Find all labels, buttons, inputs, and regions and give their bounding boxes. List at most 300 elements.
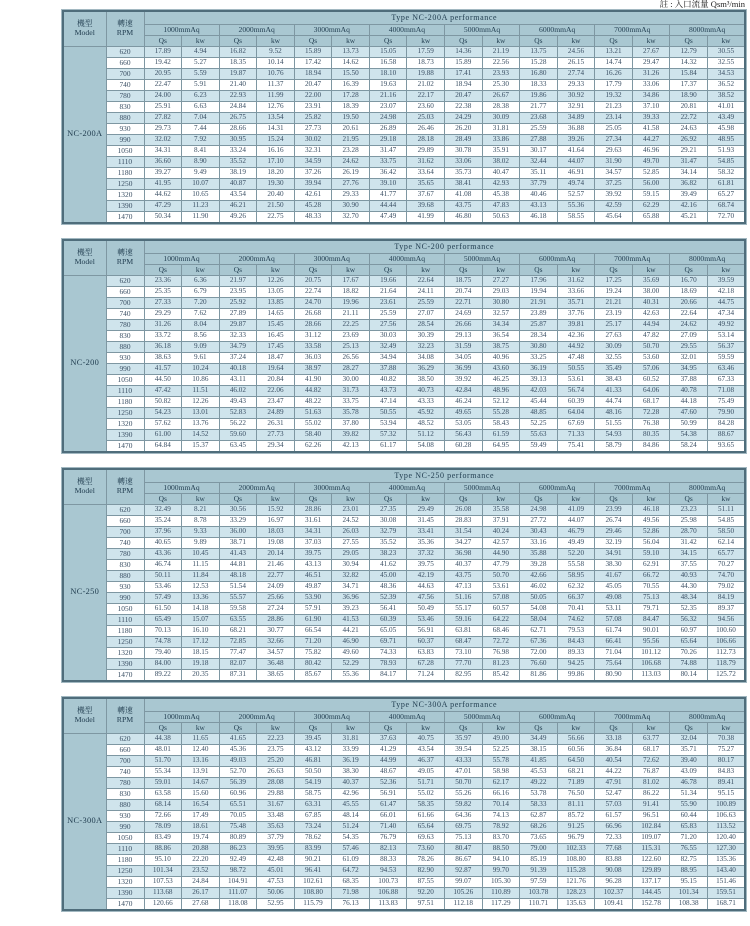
value-cell: 71.24: [407, 670, 445, 682]
value-cell: 16.82: [219, 47, 257, 58]
rpm-cell: 740: [106, 309, 144, 320]
rpm-cell: 1050: [106, 833, 144, 844]
value-cell: 37.10: [632, 102, 670, 113]
value-cell: 106.88: [369, 888, 407, 899]
value-cell: 49.87: [294, 582, 332, 593]
value-cell: 50.70: [445, 778, 483, 789]
value-cell: 40.65: [144, 538, 182, 549]
value-cell: 46.74: [144, 560, 182, 571]
value-cell: 37.55: [670, 560, 708, 571]
value-cell: 43.54: [219, 190, 257, 201]
value-cell: 10.86: [182, 375, 220, 386]
value-cell: 44.30: [670, 582, 708, 593]
rpm-header-en: RPM: [116, 28, 134, 37]
value-cell: 23.75: [257, 745, 295, 756]
value-cell: 42.57: [482, 538, 520, 549]
rpm-cell: 780: [106, 549, 144, 560]
value-cell: 44.18: [670, 397, 708, 408]
rpm-header-zh: 轉速: [117, 706, 133, 716]
value-cell: 40.46: [520, 190, 558, 201]
value-cell: 29.34: [257, 441, 295, 453]
unit-header: Qs: [670, 723, 708, 734]
rpm-cell: 1180: [106, 168, 144, 179]
value-cell: 118.08: [219, 899, 257, 911]
value-cell: 39.26: [557, 135, 595, 146]
value-cell: 45.38: [482, 190, 520, 201]
value-cell: 39.75: [407, 560, 445, 571]
value-cell: 13.75: [520, 47, 558, 58]
value-cell: 17.25: [595, 276, 633, 287]
value-cell: 52.12: [482, 397, 520, 408]
value-cell: 15.24: [257, 135, 295, 146]
value-cell: 24.84: [219, 102, 257, 113]
table-row: [63, 58, 745, 69]
model-header-en: Model: [74, 257, 95, 266]
value-cell: 26.63: [257, 767, 295, 778]
value-cell: 49.60: [332, 648, 370, 659]
value-cell: 65.27: [707, 190, 745, 201]
value-cell: 72.66: [144, 811, 182, 822]
value-cell: 75.13: [632, 593, 670, 604]
value-cell: 42.96: [332, 789, 370, 800]
unit-header: Qs: [294, 494, 332, 505]
value-cell: 35.24: [144, 516, 182, 527]
value-cell: 34.31: [294, 527, 332, 538]
pressure-header: 2000mmAq: [219, 25, 294, 36]
value-cell: 47.48: [557, 353, 595, 364]
value-cell: 36.19: [332, 756, 370, 767]
value-cell: 77.47: [219, 648, 257, 659]
pressure-header: 3000mmAq: [294, 712, 369, 723]
value-cell: 7.44: [182, 124, 220, 135]
model-column-header: [63, 698, 106, 734]
table-row: [63, 505, 745, 516]
rpm-cell: 620: [106, 734, 144, 745]
value-cell: 58.04: [520, 615, 558, 626]
value-cell: 25.03: [407, 113, 445, 124]
value-cell: 34.08: [407, 353, 445, 364]
value-cell: 11.90: [182, 212, 220, 224]
value-cell: 30.95: [219, 135, 257, 146]
value-cell: 33.75: [369, 157, 407, 168]
value-cell: 43.73: [369, 386, 407, 397]
value-cell: 22.00: [294, 91, 332, 102]
value-cell: 20.84: [257, 375, 295, 386]
value-cell: 110.71: [520, 899, 558, 911]
value-cell: 35.71: [557, 298, 595, 309]
value-cell: 73.24: [294, 822, 332, 833]
value-cell: 59.58: [219, 604, 257, 615]
value-cell: 43.12: [294, 745, 332, 756]
value-cell: 27.33: [144, 298, 182, 309]
value-cell: 71.20: [670, 833, 708, 844]
value-cell: 80.47: [445, 844, 483, 855]
value-cell: 28.70: [670, 527, 708, 538]
table-title: Type NC-200 performance: [144, 240, 745, 254]
value-cell: 33.16: [520, 538, 558, 549]
table-row: [63, 637, 745, 648]
value-cell: 34.71: [332, 582, 370, 593]
value-cell: 68.17: [632, 397, 670, 408]
table-row: [63, 855, 745, 866]
value-cell: 80.17: [707, 756, 745, 767]
table-row: [63, 549, 745, 560]
value-cell: 58.35: [407, 800, 445, 811]
value-cell: 26.67: [482, 91, 520, 102]
value-cell: 14.62: [332, 58, 370, 69]
value-cell: 16.16: [257, 146, 295, 157]
value-cell: 48.22: [294, 397, 332, 408]
value-cell: 37.03: [294, 538, 332, 549]
value-cell: 50.70: [632, 342, 670, 353]
value-cell: 52.86: [632, 527, 670, 538]
value-cell: 78.26: [407, 855, 445, 866]
pressure-header: 5000mmAq: [445, 712, 520, 723]
value-cell: 19.74: [182, 833, 220, 844]
value-cell: 14.36: [445, 47, 483, 58]
value-cell: 97.59: [520, 877, 558, 888]
value-cell: 87.55: [407, 877, 445, 888]
value-cell: 72.70: [707, 212, 745, 224]
header-row: [63, 698, 745, 712]
value-cell: 96.28: [595, 877, 633, 888]
value-cell: 94.53: [369, 866, 407, 877]
value-cell: 21.50: [257, 201, 295, 212]
value-cell: 32.66: [257, 637, 295, 648]
value-cell: 22.25: [332, 320, 370, 331]
value-cell: 53.11: [595, 604, 633, 615]
value-cell: 36.82: [670, 179, 708, 190]
value-cell: 32.04: [670, 734, 708, 745]
value-cell: 22.06: [257, 386, 295, 397]
value-cell: 49.26: [219, 212, 257, 224]
value-cell: 159.51: [707, 888, 745, 899]
value-cell: 20.66: [670, 298, 708, 309]
value-cell: 66.01: [369, 811, 407, 822]
value-cell: 25.59: [520, 124, 558, 135]
value-cell: 37.79: [520, 179, 558, 190]
value-cell: 48.14: [332, 811, 370, 822]
value-cell: 35.65: [407, 179, 445, 190]
value-cell: 56.43: [445, 430, 483, 441]
unit-header: kw: [332, 494, 370, 505]
value-cell: 15.84: [670, 69, 708, 80]
value-cell: 52.20: [557, 549, 595, 560]
value-cell: 31.59: [445, 342, 483, 353]
value-cell: 37.32: [407, 549, 445, 560]
value-cell: 42.66: [520, 571, 558, 582]
rpm-cell: 1250: [106, 408, 144, 419]
value-cell: 71.89: [557, 778, 595, 789]
value-cell: 34.79: [219, 342, 257, 353]
value-cell: 47.91: [595, 778, 633, 789]
value-cell: 58.79: [595, 441, 633, 453]
value-cell: 168.71: [707, 899, 745, 911]
rpm-cell: 620: [106, 505, 144, 516]
model-name-cell: NC-200: [63, 276, 106, 453]
rpm-cell: 1110: [106, 157, 144, 168]
value-cell: 38.71: [219, 538, 257, 549]
value-cell: 65.51: [219, 800, 257, 811]
value-cell: 40.96: [482, 353, 520, 364]
value-cell: 58.98: [482, 767, 520, 778]
value-cell: 14.65: [257, 309, 295, 320]
value-cell: 40.18: [219, 364, 257, 375]
value-cell: 30.90: [332, 201, 370, 212]
value-cell: 52.35: [670, 604, 708, 615]
value-cell: 61.50: [144, 604, 182, 615]
value-cell: 70.26: [670, 648, 708, 659]
value-cell: 56.04: [632, 538, 670, 549]
pressure-header: 5000mmAq: [445, 483, 520, 494]
rpm-cell: 1390: [106, 201, 144, 212]
value-cell: 21.40: [219, 80, 257, 91]
value-cell: 84.83: [707, 767, 745, 778]
value-cell: 39.27: [144, 168, 182, 179]
value-cell: 68.17: [632, 745, 670, 756]
value-cell: 82.95: [445, 670, 483, 682]
value-cell: 51.24: [332, 822, 370, 833]
value-cell: 24.11: [407, 287, 445, 298]
rpm-cell: 1180: [106, 626, 144, 637]
rpm-column-header: [106, 240, 144, 276]
value-cell: 26.68: [294, 309, 332, 320]
value-cell: 27.55: [332, 538, 370, 549]
value-cell: 27.88: [520, 135, 558, 146]
value-cell: 71.40: [369, 822, 407, 833]
value-cell: 15.89: [445, 58, 483, 69]
value-cell: 71.20: [294, 637, 332, 648]
value-cell: 29.03: [482, 287, 520, 298]
table-row: [63, 593, 745, 604]
value-cell: 21.77: [520, 102, 558, 113]
value-cell: 46.02: [520, 582, 558, 593]
unit-header: kw: [332, 265, 370, 276]
value-cell: 40.37: [332, 778, 370, 789]
value-cell: 45.92: [407, 408, 445, 419]
value-cell: 89.33: [557, 648, 595, 659]
value-cell: 47.60: [670, 408, 708, 419]
value-cell: 55.36: [557, 201, 595, 212]
value-cell: 28.54: [407, 320, 445, 331]
table-row: [63, 582, 745, 593]
table-row: [63, 822, 745, 833]
value-cell: 24.89: [257, 408, 295, 419]
value-cell: 45.28: [294, 201, 332, 212]
value-cell: 66.96: [595, 822, 633, 833]
value-cell: 17.89: [144, 47, 182, 58]
value-cell: 51.71: [407, 778, 445, 789]
unit-header: Qs: [369, 265, 407, 276]
value-cell: 72.00: [520, 648, 558, 659]
value-cell: 95.10: [144, 855, 182, 866]
rpm-cell: 1180: [106, 855, 144, 866]
value-cell: 36.60: [144, 157, 182, 168]
value-cell: 16.80: [520, 69, 558, 80]
table-row: [63, 375, 745, 386]
value-cell: 40.31: [632, 298, 670, 309]
value-cell: 72.85: [219, 637, 257, 648]
value-cell: 65.77: [707, 549, 745, 560]
value-cell: 127.30: [707, 844, 745, 855]
value-cell: 86.67: [445, 855, 483, 866]
value-cell: 13.85: [257, 298, 295, 309]
value-cell: 91.25: [557, 822, 595, 833]
value-cell: 68.21: [219, 626, 257, 637]
value-cell: 18.33: [520, 80, 558, 91]
value-cell: 30.09: [595, 342, 633, 353]
value-cell: 58.95: [557, 571, 595, 582]
value-cell: 46.91: [557, 168, 595, 179]
value-cell: 71.08: [707, 386, 745, 397]
value-cell: 26.92: [670, 135, 708, 146]
value-cell: 75.49: [707, 397, 745, 408]
value-cell: 11.65: [182, 734, 220, 745]
value-cell: 95.56: [632, 637, 670, 648]
value-cell: 108.38: [670, 899, 708, 911]
value-cell: 13.76: [182, 419, 220, 430]
value-cell: 56.00: [632, 179, 670, 190]
table-row: [63, 201, 745, 212]
value-cell: 42.63: [632, 309, 670, 320]
value-cell: 56.41: [369, 604, 407, 615]
value-cell: 26.08: [445, 505, 483, 516]
value-cell: 19.42: [144, 58, 182, 69]
pressure-header: 3000mmAq: [294, 25, 369, 36]
value-cell: 48.34: [670, 593, 708, 604]
value-cell: 55.02: [407, 789, 445, 800]
rpm-cell: 700: [106, 756, 144, 767]
pressure-header: 4000mmAq: [369, 254, 444, 265]
value-cell: 28.86: [257, 615, 295, 626]
table-row: [63, 364, 745, 375]
value-cell: 52.85: [632, 168, 670, 179]
value-cell: 18.35: [219, 58, 257, 69]
value-cell: 89.41: [707, 778, 745, 789]
value-cell: 32.55: [595, 353, 633, 364]
header-row: [63, 11, 745, 25]
value-cell: 31.26: [144, 320, 182, 331]
table-row: [63, 146, 745, 157]
unit-header: Qs: [369, 36, 407, 47]
value-cell: 27.07: [407, 309, 445, 320]
value-cell: 80.42: [294, 659, 332, 670]
value-cell: 16.39: [332, 80, 370, 91]
value-cell: 31.62: [407, 157, 445, 168]
value-cell: 59.01: [144, 778, 182, 789]
value-cell: 31.47: [670, 157, 708, 168]
pressure-header-row: [63, 254, 745, 265]
value-cell: 56.66: [557, 734, 595, 745]
rpm-cell: 830: [106, 331, 144, 342]
value-cell: 39.28: [520, 560, 558, 571]
value-cell: 36.96: [332, 593, 370, 604]
value-cell: 105.30: [482, 877, 520, 888]
value-cell: 25.87: [520, 320, 558, 331]
value-cell: 9.89: [182, 538, 220, 549]
value-cell: 35.49: [595, 364, 633, 375]
value-cell: 39.10: [369, 179, 407, 190]
value-cell: 38.43: [595, 375, 633, 386]
value-cell: 8.78: [182, 516, 220, 527]
value-cell: 45.01: [257, 866, 295, 877]
value-cell: 14.67: [182, 778, 220, 789]
unit-header-row: [63, 494, 745, 505]
rpm-cell: 990: [106, 364, 144, 375]
value-cell: 17.79: [595, 80, 633, 91]
value-cell: 49.05: [407, 767, 445, 778]
value-cell: 5.59: [182, 69, 220, 80]
unit-header: Qs: [294, 265, 332, 276]
value-cell: 12.40: [182, 745, 220, 756]
pressure-header: 4000mmAq: [369, 483, 444, 494]
pressure-header: 8000mmAq: [670, 25, 745, 36]
value-cell: 20.88: [182, 844, 220, 855]
value-cell: 58.55: [557, 212, 595, 224]
table-row: [63, 767, 745, 778]
value-cell: 39.45: [294, 734, 332, 745]
value-cell: 85.42: [482, 670, 520, 682]
value-cell: 33.72: [144, 331, 182, 342]
value-cell: 19.88: [407, 69, 445, 80]
unit-header-row: [63, 36, 745, 47]
pressure-header: 6000mmAq: [520, 483, 595, 494]
model-name-cell: NC-200A: [63, 47, 106, 224]
value-cell: 58.32: [707, 168, 745, 179]
value-cell: 35.52: [219, 157, 257, 168]
value-cell: 76.60: [520, 659, 558, 670]
value-cell: 43.13: [520, 201, 558, 212]
value-cell: 53.61: [557, 375, 595, 386]
value-cell: 19.24: [595, 287, 633, 298]
value-cell: 44.92: [557, 342, 595, 353]
value-cell: 48.52: [407, 419, 445, 430]
value-cell: 32.57: [482, 309, 520, 320]
value-cell: 101.34: [670, 888, 708, 899]
value-cell: 59.15: [632, 190, 670, 201]
value-cell: 87.31: [219, 670, 257, 682]
unit-header: Qs: [670, 494, 708, 505]
value-cell: 49.22: [520, 778, 558, 789]
value-cell: 61.81: [707, 179, 745, 190]
value-cell: 25.30: [482, 80, 520, 91]
value-cell: 23.47: [257, 397, 295, 408]
rpm-cell: 1180: [106, 397, 144, 408]
value-cell: 19.64: [257, 364, 295, 375]
value-cell: 106.66: [707, 637, 745, 648]
value-cell: 93.65: [707, 441, 745, 453]
pressure-header-row: [63, 25, 745, 36]
unit-header: kw: [482, 723, 520, 734]
value-cell: 19.86: [520, 91, 558, 102]
unit-header: Qs: [219, 723, 257, 734]
value-cell: 9.09: [182, 342, 220, 353]
value-cell: 32.44: [520, 157, 558, 168]
value-cell: 35.97: [445, 734, 483, 745]
value-cell: 24.00: [144, 91, 182, 102]
model-name-cell: NC-300A: [63, 734, 106, 911]
value-cell: 11.23: [182, 201, 220, 212]
unit-header: kw: [407, 494, 445, 505]
value-cell: 32.02: [144, 135, 182, 146]
value-cell: 33.75: [332, 397, 370, 408]
value-cell: 36.19: [520, 364, 558, 375]
table-row: [63, 899, 745, 911]
value-cell: 111.07: [219, 888, 257, 899]
value-cell: 24.62: [670, 320, 708, 331]
value-cell: 18.73: [407, 58, 445, 69]
value-cell: 41.09: [557, 505, 595, 516]
